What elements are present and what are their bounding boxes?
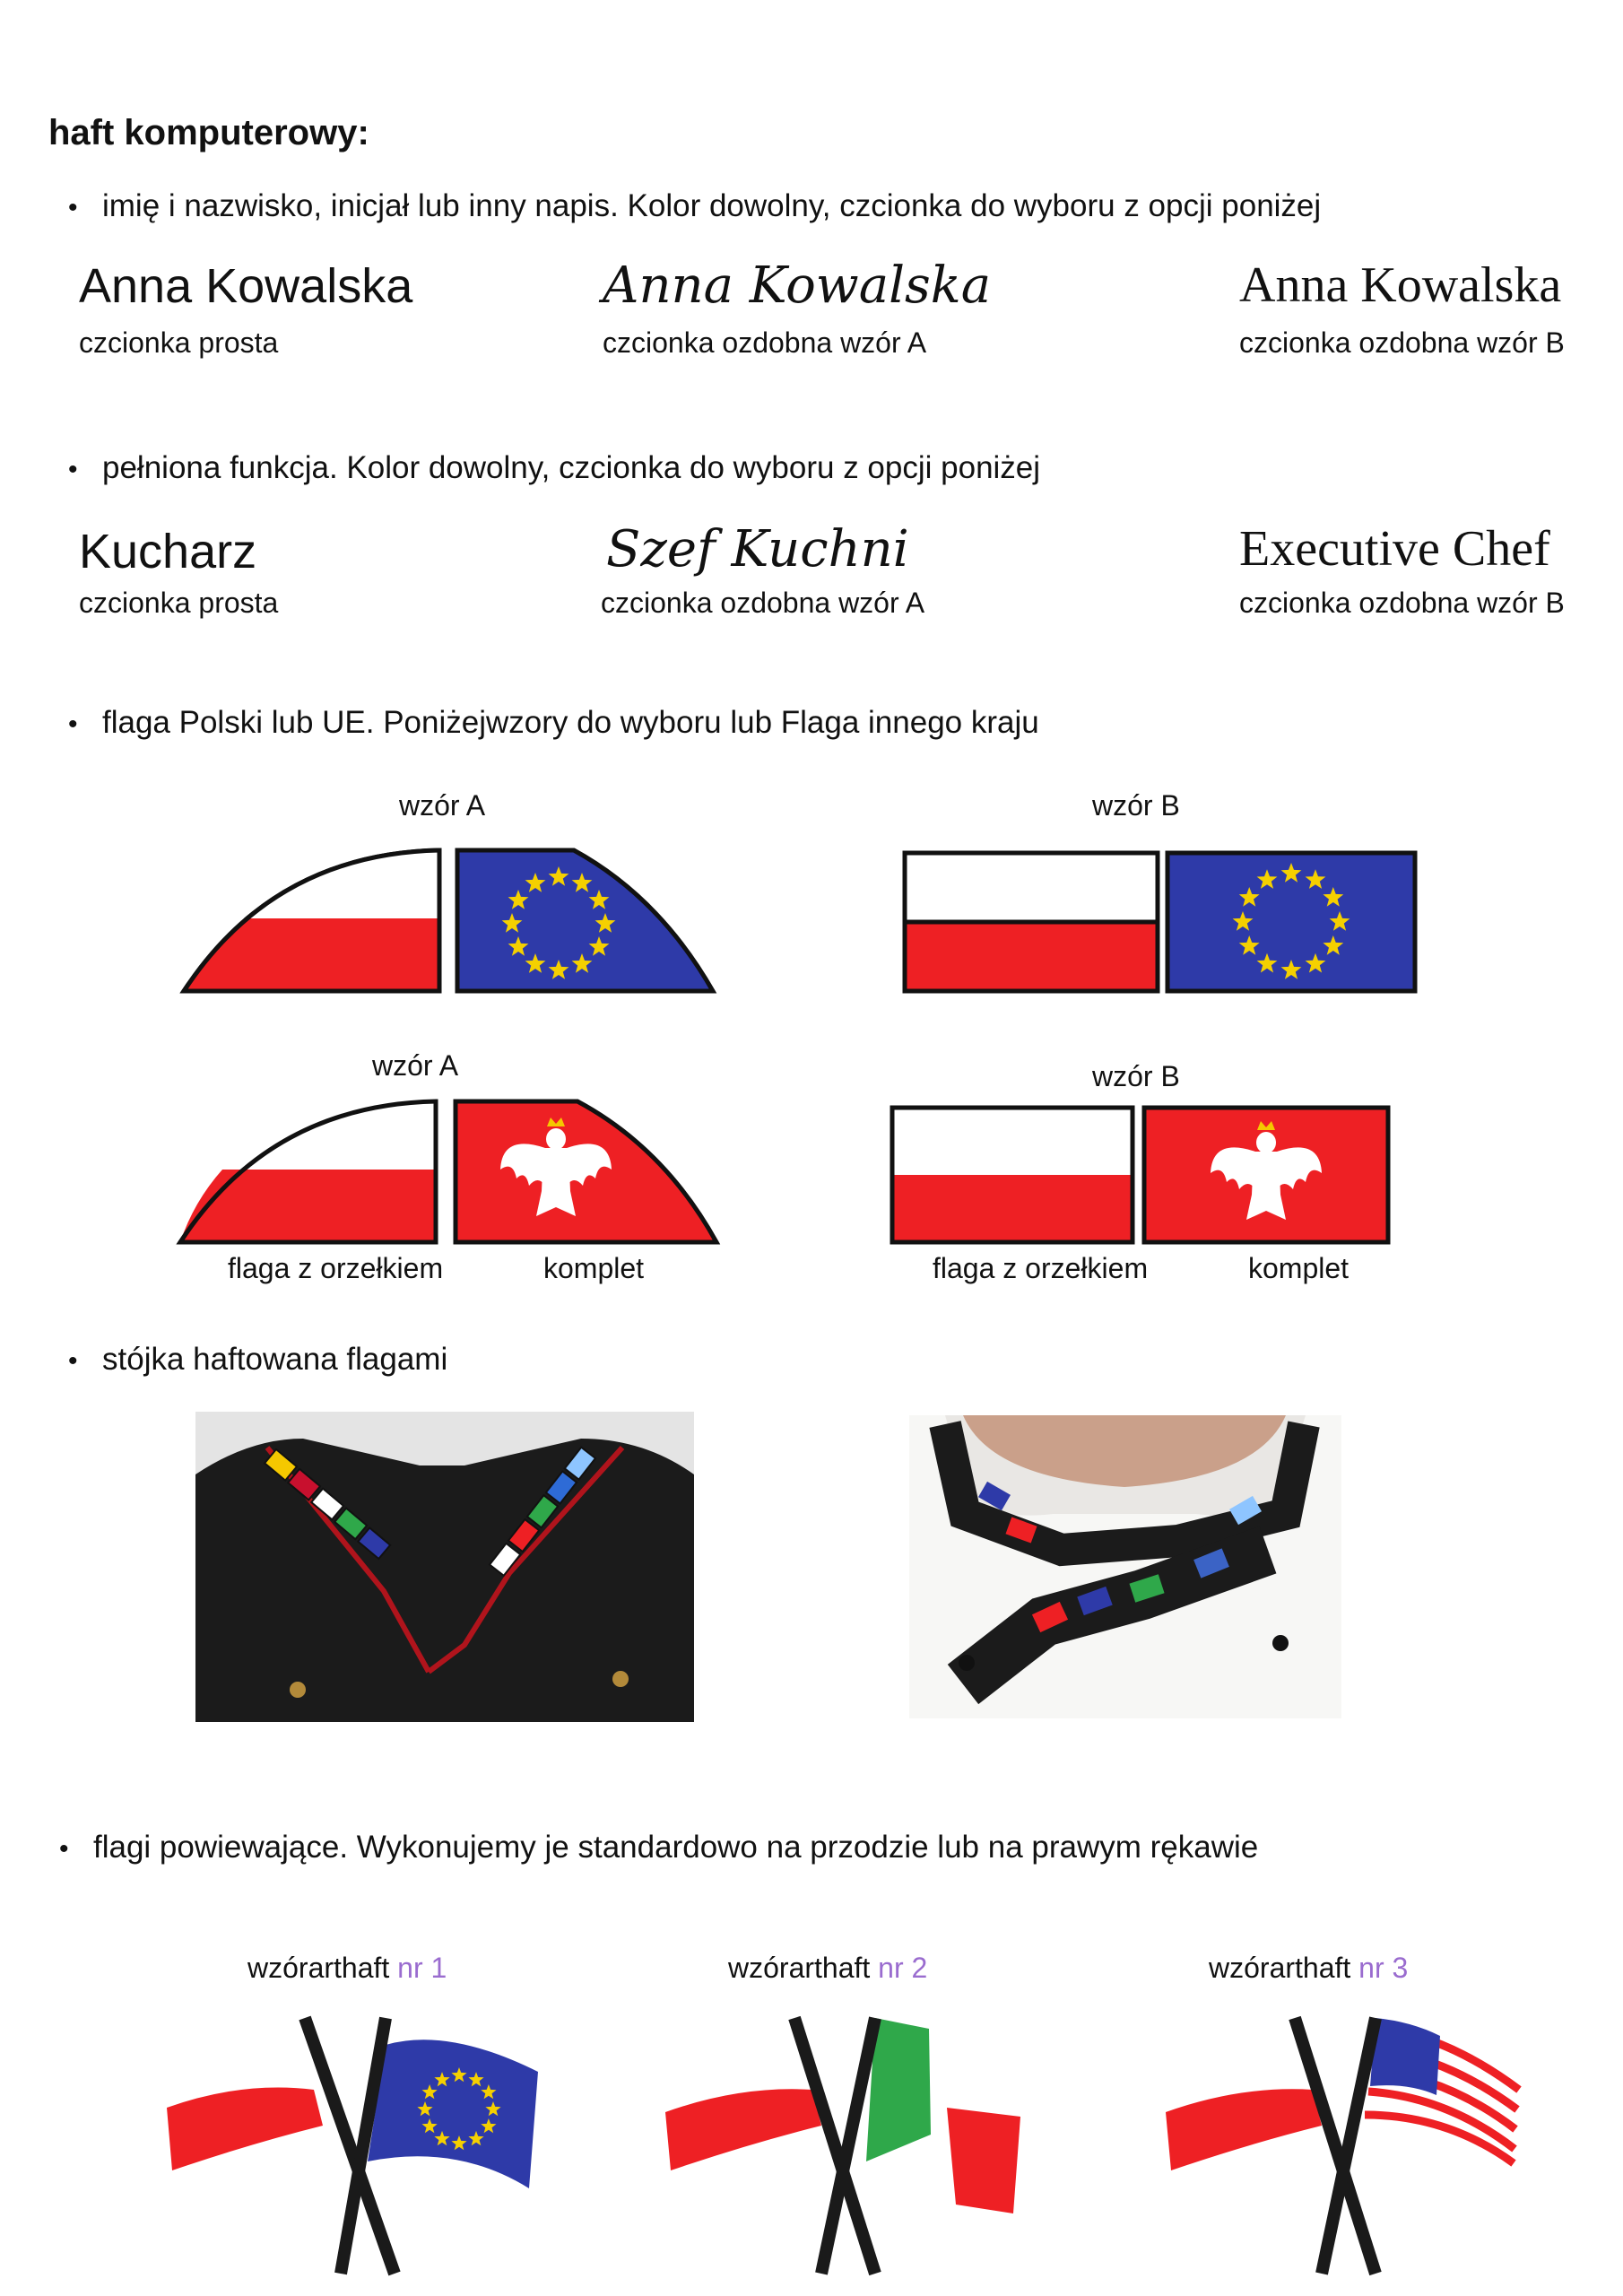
function-sample-serif: Executive Chef: [1239, 521, 1550, 577]
name-sample-plain: Anna Kowalska: [79, 259, 413, 313]
waving-flags-pl-us: [1151, 2009, 1528, 2278]
caption-set-b: komplet: [1248, 1252, 1350, 1284]
label-waving-3: [1209, 1952, 1408, 1985]
name-caption-script: czcionka ozdobna wzór A: [603, 326, 927, 359]
waving-flags-pl-it: [651, 2009, 1028, 2278]
bullet-name: • imię i nazwisko, inicjał lub inny napis. Kolor dowolny, czcionka do wyboru z opcji poniżej: [102, 188, 1321, 224]
bullet-collar: • stójka haftowana flagami: [102, 1342, 447, 1378]
caption-set-a: komplet: [543, 1252, 645, 1284]
label-waving-1-prefix: wzórarthaft: [247, 1952, 390, 1984]
label-waving-1-number: nr 1: [397, 1952, 447, 1984]
caption-eagle-flag-b: flaga z orzełkiem: [933, 1252, 1149, 1284]
label-waving-3-prefix: wzórarthaft: [1209, 1952, 1351, 1984]
caption-eagle-flag-a: flaga z orzełkiem: [228, 1252, 444, 1284]
section-heading: haft komputerowy:: [48, 113, 369, 152]
label-waving-2-number: nr 2: [878, 1952, 928, 1984]
label-waving-2: [728, 1952, 927, 1985]
bullet-waving: • flagi powiewające. Wykonujemy je standardowo na przodzie lub na prawym rękawie: [93, 1830, 1258, 1866]
label-pattern-b-eagle: wzór B: [1092, 1060, 1180, 1092]
function-caption-serif: czcionka ozdobna wzór B: [1239, 587, 1565, 619]
collar-photo-black-jacket: [195, 1412, 694, 1722]
flag-pattern-b-pl-eu: [902, 850, 1419, 996]
bullet-function: • pełniona funkcja. Kolor dowolny, czcionka do wyboru z opcji poniżej: [102, 450, 1040, 486]
label-waving-3-number: nr 3: [1358, 1952, 1409, 1984]
label-waving-2-prefix: wzórarthaft: [728, 1952, 871, 1984]
function-sample-script: Szef Kuchni: [606, 520, 909, 578]
collar-photo-white-jacket: [909, 1415, 1341, 1718]
function-caption-plain: czcionka prosta: [79, 587, 279, 619]
label-pattern-a-eagle: wzór A: [372, 1049, 459, 1082]
flag-pattern-a-pl-eu: [179, 843, 717, 996]
name-sample-script: Anna Kowalska: [603, 257, 992, 315]
name-caption-serif: czcionka ozdobna wzór B: [1239, 326, 1565, 359]
label-pattern-a-eu: wzór A: [399, 789, 486, 822]
name-sample-serif: Anna Kowalska: [1239, 257, 1562, 313]
name-caption-plain: czcionka prosta: [79, 326, 279, 359]
function-sample-plain: Kucharz: [79, 525, 257, 578]
flag-pattern-a-eagle: [176, 1094, 721, 1247]
flag-pattern-b-eagle: [890, 1105, 1392, 1247]
bullet-flags: • flaga Polski lub UE. Poniżejwzory do wyboru lub Flaga innego kraju: [102, 705, 1039, 741]
label-pattern-b-eu: wzór B: [1092, 789, 1180, 822]
us-flag-icon: [1363, 2018, 1519, 2163]
label-waving-1: [247, 1952, 447, 1985]
function-caption-script: czcionka ozdobna wzór A: [601, 587, 925, 619]
waving-flags-pl-eu: [152, 2009, 547, 2278]
